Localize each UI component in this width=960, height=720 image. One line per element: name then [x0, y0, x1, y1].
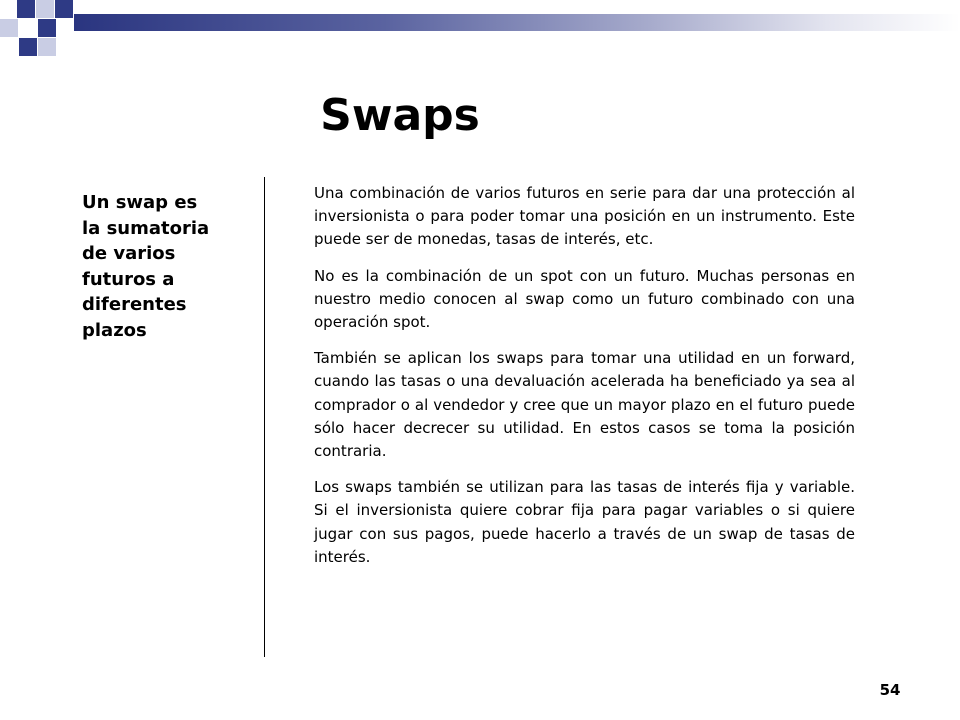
paragraph: Una combinación de varios futuros en serie para dar una protección al inversionista o para poder tomar una posición en un instrumento. Este puede ser de monedas, tasas de interés, etc. [314, 184, 855, 249]
body-text [314, 182, 855, 582]
decor-square [0, 19, 18, 37]
paragraph: Los swaps también se utilizan para las tasas de interés fija y variable. Si el inversionista quiere cobrar fija para pagar variables o si quiere jugar con sus pagos, puede hacerlo a través de un swap de tasas de interés. [314, 478, 855, 566]
decor-square [55, 0, 73, 18]
decor-square [38, 19, 56, 37]
vertical-divider [264, 177, 265, 657]
decor-square [36, 0, 54, 18]
paragraph: No es la combinación de un spot con un futuro. Muchas personas en nuestro medio conocen al swap como un futuro combinado con una operación spot. [314, 266, 855, 332]
decor-square [17, 0, 35, 18]
slide-title: Swaps [320, 90, 480, 141]
side-note: Un swap es la sumatoria de varios futuros a diferentes plazos [82, 192, 210, 341]
page-number: 54 [879, 681, 901, 699]
header-gradient-bar [74, 14, 960, 31]
paragraph: También se aplican los swaps para tomar una utilidad en un forward, cuando las tasas o una devaluación acelerada ha beneficiado ya sea al comprador o al vendedor y cree que un mayor plazo en el futuro puede sólo hacer decrecer su utilidad. En estos casos se toma la posición contraria. [314, 349, 855, 461]
decor-square [19, 38, 37, 56]
decor-square [38, 38, 56, 56]
decor-square [19, 19, 37, 37]
